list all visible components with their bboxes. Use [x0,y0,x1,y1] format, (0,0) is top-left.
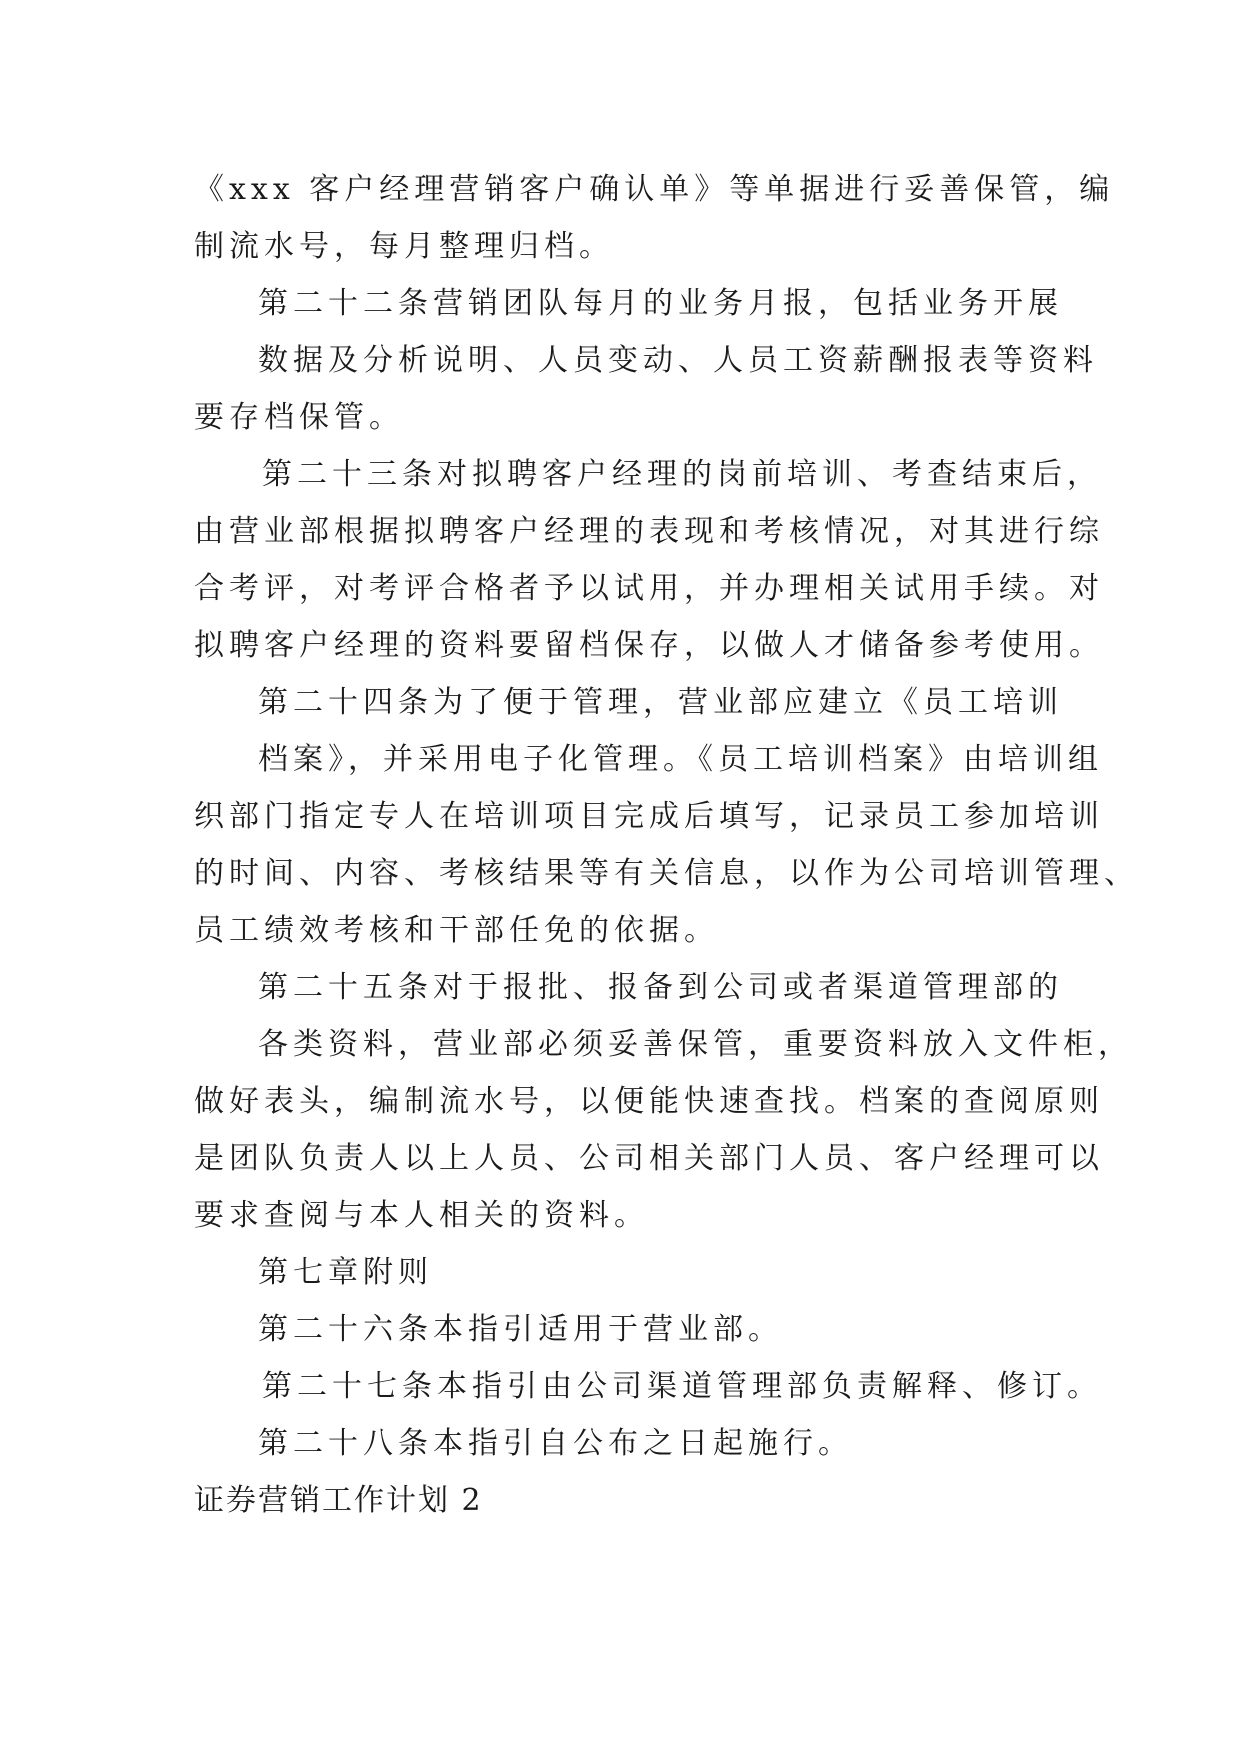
text-line: 要求查阅与本人相关的资料。 [194,1198,649,1233]
text-line: 档案》，并采用电子化管理。《员工培训档案》由培训组 [258,742,1103,777]
article-23-line: 第二十三条对拟聘客户经理的岗前培训、考查结束后， [262,457,1102,492]
article-28-line: 第二十八条本指引自公布之日起施行。 [258,1426,853,1461]
text-line: 要存档保管。 [194,400,404,435]
article-25-line: 第二十五条对于报批、报备到公司或者渠道管理部的 [258,970,1063,1005]
article-22-line: 第二十二条营销团队每月的业务月报，包括业务开展 [258,286,1063,321]
text-line: 各类资料，营业部必须妥善保管，重要资料放入文件柜， [258,1027,1133,1062]
text-line: 的时间、内容、考核结果等有关信息，以作为公司培训管理、 [194,856,1139,891]
text-line: 是团队负责人以上人员、公司相关部门人员、客户经理可以 [194,1141,1104,1176]
text-line: 合考评，对考评合格者予以试用，并办理相关试用手续。对 [194,571,1104,606]
chapter-7-heading: 第七章附则 [258,1255,433,1290]
text-line: 织部门指定专人在培训项目完成后填写，记录员工参加培训 [194,799,1104,834]
text-line: 由营业部根据拟聘客户经理的表现和考核情况，对其进行综 [194,514,1104,549]
section-title: 证券营销工作计划 2 [194,1483,483,1518]
text-line: 制流水号，每月整理归档。 [194,229,614,264]
article-24-line: 第二十四条为了便于管理，营业部应建立《员工培训 [258,685,1063,720]
article-26-line: 第二十六条本指引适用于营业部。 [258,1312,783,1347]
text-line: 员工绩效考核和干部任免的依据。 [194,913,719,948]
text-line: 《xxx 客户经理营销客户确认单》等单据进行妥善保管，编 [194,172,1115,207]
text-line: 数据及分析说明、人员变动、人员工资薪酬报表等资料 [258,343,1098,378]
text-line: 拟聘客户经理的资料要留档保存，以做人才储备参考使用。 [194,628,1104,663]
text-line: 做好表头，编制流水号，以便能快速查找。档案的查阅原则 [194,1084,1104,1119]
article-27-line: 第二十七条本指引由公司渠道管理部负责解释、修订。 [262,1369,1102,1404]
